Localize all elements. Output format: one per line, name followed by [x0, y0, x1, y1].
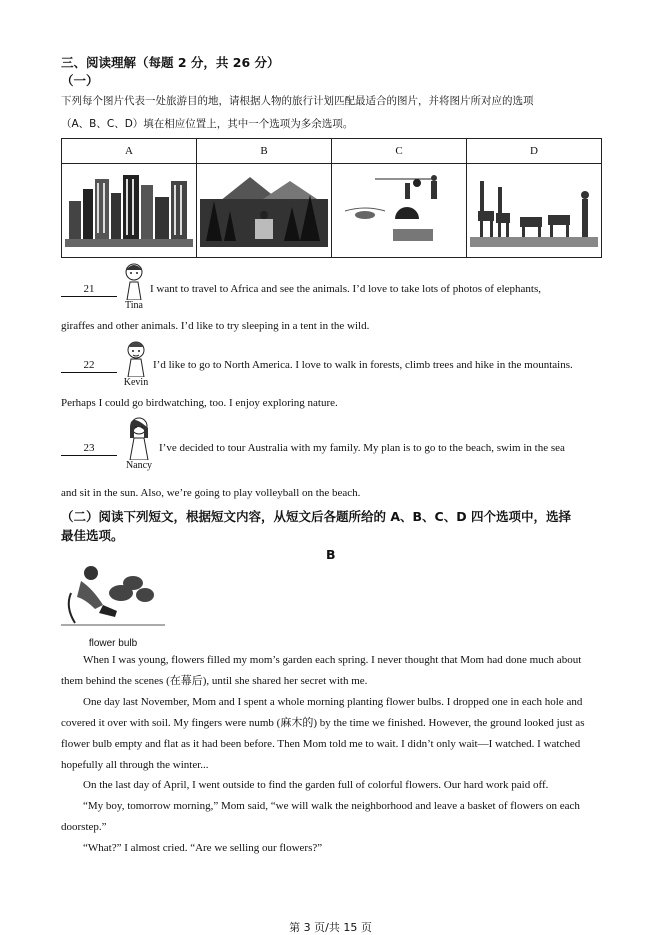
passage-label: B — [326, 547, 336, 562]
item-number: 23 — [61, 441, 117, 456]
part2-heading-line-2: 最佳选项。 — [61, 528, 124, 543]
part1-label: （一） — [61, 73, 99, 88]
section-heading: 三、阅读理解（每题 2 分，共 26 分） — [61, 55, 280, 70]
item-23-text-1: I’ve decided to tour Australia with my family. My plan is to go to the beach, swim in the sea — [159, 442, 565, 454]
option-image-a — [62, 164, 197, 258]
flower-bulb-figure — [61, 563, 165, 649]
paragraph-1: When I was young, flowers filled my mom’s garden each spring. I never thought that Mom had done much about them behind the scenes (在幕后), until she shared her secret with me. — [61, 654, 582, 687]
forest-mountain-hiker-illustration-icon — [200, 171, 328, 247]
item-number: 22 — [61, 358, 117, 373]
person-name: Kevin — [123, 377, 149, 388]
instruction-line-2: （A、B、C、D）填在相应位置上，其中一个选项为多余选项。 — [61, 118, 354, 130]
option-image-c — [332, 164, 467, 258]
paragraph-4: “My boy, tomorrow morning,” Mom said, “we will walk the neighborhood and leave a basket of flowers on each doorstep.” — [61, 800, 580, 833]
person-name: Tina — [125, 300, 143, 311]
item-number: 21 — [61, 282, 117, 297]
person-tina — [121, 262, 147, 311]
part2-heading-line-1: （二）阅读下列短文，根据短文内容，从短文后各题所给的 A、B、C、D 四个选项中，选择 — [61, 509, 571, 524]
paragraph-5: “What?” I almost cried. “Are we selling our flowers?” — [83, 842, 323, 854]
option-letter-c: C — [332, 139, 467, 164]
option-letter-a: A — [62, 139, 197, 164]
city-skyline-illustration-icon — [65, 171, 193, 247]
option-image-b — [197, 164, 332, 258]
paragraph-2: One day last November, Mom and I spent a whole morning planting flower bulbs. I dropped one in each hole and covered it over with soil. My fingers were numb (麻木的) by the time we finished. However, the ground looked just as flower bulb empty and flat as it had been before. Then Mom told me to wait. I didn’t only wait—I watched. I watched hopefully all through the winter... — [61, 696, 585, 771]
girl-avatar-icon — [121, 262, 147, 300]
item-21-text-2: giraffes and other animals. I’d like to try sleeping in a tent in the wild. — [61, 320, 370, 332]
item-21-text-1: I want to travel to Africa and see the animals. I’d love to take lots of photos of elephants, — [150, 283, 541, 295]
options-table — [61, 138, 602, 258]
option-letter-d: D — [467, 139, 602, 164]
person-nancy — [122, 414, 156, 471]
gardening-boy-illustration-icon — [61, 563, 165, 633]
image-caption: flower bulb — [88, 638, 138, 649]
person-name: Nancy — [125, 460, 153, 471]
beach-volleyball-illustration-icon — [335, 171, 463, 247]
item-23-text-2: and sit in the sun. Also, we’re going to play volleyball on the beach. — [61, 487, 361, 499]
item-22-answer-blank[interactable] — [61, 358, 117, 373]
girl-avatar-icon — [122, 414, 156, 460]
item-23-answer-blank[interactable] — [61, 441, 117, 456]
savanna-animals-illustration-icon — [470, 171, 598, 247]
person-kevin — [122, 339, 150, 388]
item-21-answer-blank[interactable] — [61, 282, 117, 297]
option-image-d — [467, 164, 602, 258]
item-22-text-2: Perhaps I could go birdwatching, too. I enjoy exploring nature. — [61, 397, 338, 409]
boy-avatar-icon — [122, 339, 150, 377]
option-letter-b: B — [197, 139, 332, 164]
paragraph-3: On the last day of April, I went outside to find the garden full of colorful flowers. Our hard work paid off. — [83, 779, 549, 791]
item-22-text-1: I’d like to go to North America. I love to walk in forests, climb trees and hike in the mountains. — [153, 359, 573, 371]
page-number: 第 3 页/共 15 页 — [289, 921, 372, 934]
instruction-line-1: 下列每个图片代表一处旅游目的地，请根据人物的旅行计划匹配最适合的图片，并将图片所对应的选项 — [61, 95, 534, 107]
